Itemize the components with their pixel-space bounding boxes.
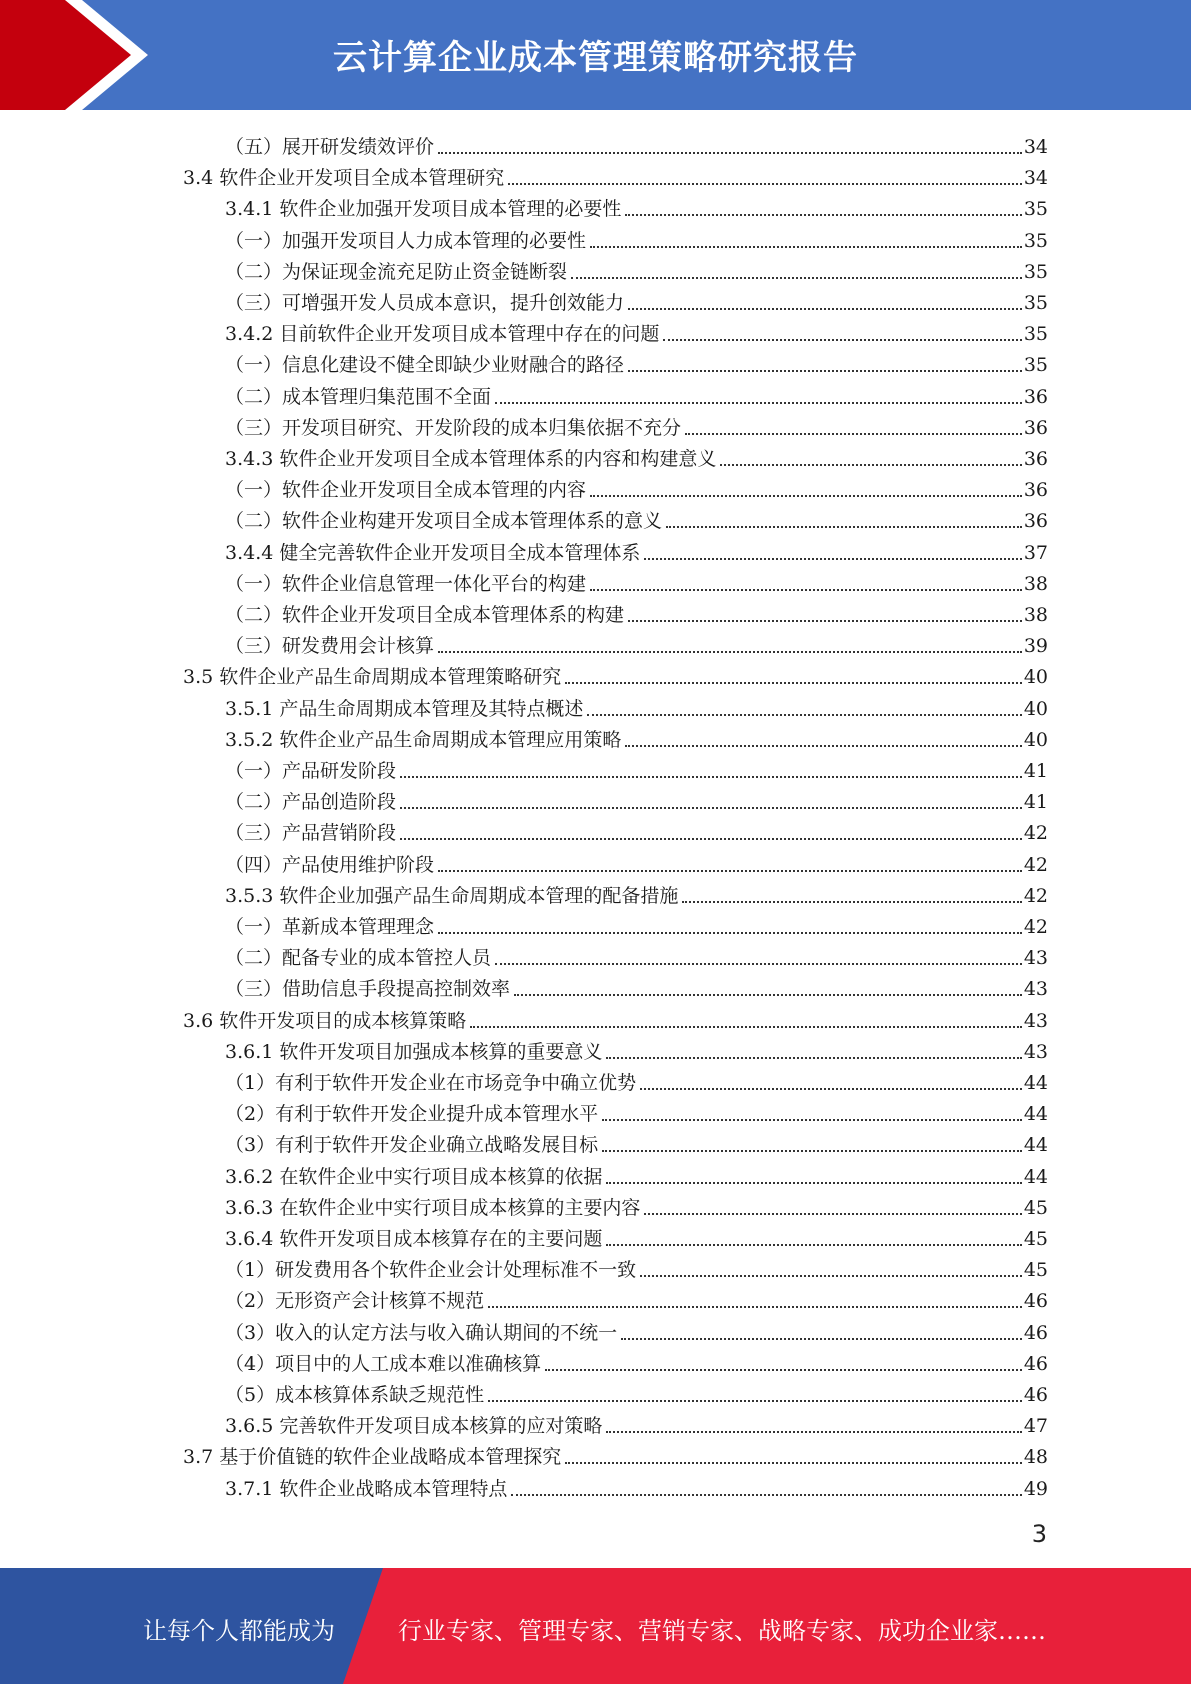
toc-entry-title: （二）产品创造阶段 [225, 791, 397, 814]
toc-entry-page: 44 [1023, 1103, 1048, 1126]
toc-entry-page: 36 [1023, 479, 1048, 502]
toc-entry[interactable] [225, 128, 1048, 159]
toc-dot-leader [628, 353, 1022, 377]
toc-dot-leader [590, 229, 1022, 253]
toc-entry-title: 3.5 软件企业产品生命周期成本管理策略研究 [183, 666, 562, 689]
toc-dot-leader [438, 634, 1022, 658]
toc-entry-title: 3.4.3 软件企业开发项目全成本管理体系的内容和构建意义 [225, 448, 717, 470]
toc-dot-leader [685, 416, 1022, 440]
toc-dot-leader [682, 884, 1021, 908]
toc-entry-page: 40 [1023, 697, 1048, 720]
toc-entry-page: 40 [1023, 728, 1048, 751]
toc-entry-title: （2）无形资产会计核算不规范 [225, 1290, 485, 1313]
toc-entry-page: 38 [1023, 604, 1048, 626]
toc-entry-page: 44 [1023, 1134, 1048, 1157]
toc-entry-title: （3）有利于软件开发企业确立战略发展目标 [225, 1134, 599, 1157]
toc-entry-title: （二）为保证现金流充足防止资金链断裂 [225, 260, 568, 283]
toc-entry-page: 34 [1023, 167, 1048, 190]
toc-entry[interactable] [225, 315, 1048, 346]
toc-entry[interactable] [225, 814, 1048, 845]
toc-entry-page: 44 [1023, 1165, 1048, 1188]
toc-entry[interactable] [225, 846, 1048, 877]
toc-entry-page: 36 [1023, 448, 1048, 470]
toc-entry-title: （3）收入的认定方法与收入确认期间的不统一 [225, 1321, 618, 1344]
toc-entry-page: 35 [1023, 323, 1048, 346]
toc-entry-title: （4）项目中的人工成本难以准确核算 [225, 1352, 542, 1375]
toc-entry-title: （三）开发项目研究、开发阶段的成本归集依据不充分 [225, 416, 682, 439]
toc-entry-page: 46 [1023, 1352, 1048, 1375]
toc-entry-page: 42 [1023, 822, 1048, 845]
toc-entry[interactable] [225, 284, 1048, 315]
toc-entry[interactable] [225, 627, 1048, 658]
toc-dot-leader [590, 478, 1022, 502]
toc-dot-leader [565, 665, 1022, 689]
toc-entry-page: 40 [1023, 666, 1048, 689]
toc-dot-leader [720, 447, 1021, 471]
toc-entry[interactable] [225, 253, 1048, 284]
toc-entry-title: 3.4.1 软件企业加强开发项目成本管理的必要性 [225, 198, 622, 221]
toc-entry-page: 42 [1023, 884, 1048, 907]
toc-dot-leader [606, 1227, 1021, 1251]
toc-entry-title: 3.4 软件企业开发项目全成本管理研究 [183, 167, 505, 190]
toc-entry-page: 36 [1023, 510, 1048, 533]
toc-dot-leader [644, 541, 1021, 565]
toc-entry[interactable] [225, 1220, 1048, 1251]
toc-entry-page: 49 [1023, 1477, 1048, 1500]
toc-entry-page: 45 [1023, 1259, 1048, 1282]
toc-dot-leader [640, 1258, 1022, 1282]
toc-entry-title: 3.7.1 软件企业战略成本管理特点 [225, 1477, 508, 1500]
toc-entry-title: 3.6.4 软件开发项目成本核算存在的主要问题 [225, 1228, 603, 1250]
toc-entry-title: （二）软件企业构建开发项目全成本管理体系的意义 [225, 510, 663, 533]
toc-entry-title: （四）产品使用维护阶段 [225, 853, 435, 876]
toc-entry-title: （一）软件企业信息管理一体化平台的构建 [225, 572, 587, 595]
toc-dot-leader [666, 509, 1022, 533]
toc-dot-leader [628, 603, 1022, 627]
toc-entry[interactable] [225, 1470, 1048, 1501]
footer-slogan-left: 让每个人都能成为 [143, 1617, 335, 1645]
toc-entry[interactable] [225, 1407, 1048, 1438]
toc-dot-leader [602, 1102, 1022, 1126]
toc-entry-page: 35 [1023, 354, 1048, 377]
toc-entry[interactable] [183, 1438, 1048, 1469]
toc-dot-leader [400, 790, 1022, 814]
toc-dot-leader [495, 946, 1022, 970]
toc-entry[interactable] [225, 939, 1048, 970]
toc-entry[interactable] [225, 1282, 1048, 1313]
header-banner [0, 0, 1191, 110]
toc-dot-leader [625, 728, 1021, 752]
toc-entry[interactable] [225, 1158, 1048, 1189]
toc-dot-leader [625, 197, 1021, 221]
toc-dot-leader [644, 1196, 1021, 1220]
toc-entry[interactable] [225, 190, 1048, 221]
toc-entry-title: 3.5.2 软件企业产品生命周期成本管理应用策略 [225, 728, 622, 751]
toc-entry-title: （一）加强开发项目人力成本管理的必要性 [225, 229, 587, 252]
toc-dot-leader [621, 1321, 1022, 1345]
toc-entry-page: 43 [1023, 1040, 1048, 1063]
toc-entry-title: 3.6 软件开发项目的成本核算策略 [183, 1009, 467, 1032]
toc-entry-page: 46 [1023, 1384, 1048, 1406]
toc-entry-title: 3.7 基于价值链的软件企业战略成本管理探究 [183, 1446, 562, 1469]
toc-entry-title: （一）软件企业开发项目全成本管理的内容 [225, 479, 587, 502]
toc-entry-page: 35 [1023, 198, 1048, 221]
toc-dot-leader [663, 322, 1021, 346]
toc-entry-title: （三）借助信息手段提高控制效率 [225, 978, 511, 1001]
toc-entry[interactable] [225, 1033, 1048, 1064]
toc-entry-title: （三）可增强开发人员成本意识，提升创效能力 [225, 292, 625, 314]
toc-entry[interactable] [225, 970, 1048, 1001]
toc-entry[interactable] [225, 534, 1048, 565]
toc-entry-page: 43 [1023, 978, 1048, 1001]
toc-entry[interactable] [225, 596, 1048, 627]
toc-entry-page: 36 [1023, 416, 1048, 439]
toc-entry[interactable] [225, 565, 1048, 596]
toc-entry[interactable] [225, 1189, 1048, 1220]
toc-dot-leader [508, 166, 1022, 190]
toc-entry-page: 42 [1023, 916, 1048, 938]
toc-dot-leader [587, 697, 1021, 721]
toc-entry-title: 3.4.2 目前软件企业开发项目成本管理中存在的问题 [225, 323, 660, 346]
toc-dot-leader [438, 915, 1022, 939]
toc-entry-title: 3.6.1 软件开发项目加强成本核算的重要意义 [225, 1040, 603, 1063]
toc-entry[interactable] [225, 1376, 1048, 1407]
toc-entry-title: 3.6.3 在软件企业中实行项目成本核算的主要内容 [225, 1196, 641, 1219]
toc-entry[interactable] [225, 752, 1048, 783]
toc-entry[interactable] [225, 1126, 1048, 1157]
toc-dot-leader [438, 135, 1022, 159]
toc-entry[interactable] [225, 908, 1048, 939]
toc-entry[interactable] [225, 1095, 1048, 1126]
toc-entry[interactable] [183, 159, 1048, 190]
toc-entry-title: （三）产品营销阶段 [225, 822, 397, 845]
toc-entry[interactable] [225, 877, 1048, 908]
toc-dot-leader [602, 1133, 1022, 1157]
toc-dot-leader [470, 1009, 1022, 1033]
report-title: 云计算企业成本管理策略研究报告 [333, 38, 858, 78]
toc-dot-leader [400, 821, 1022, 845]
toc-entry-title: 3.6.5 完善软件开发项目成本核算的应对策略 [225, 1415, 603, 1438]
toc-entry-title: （二）成本管理归集范围不全面 [225, 385, 492, 408]
toc-entry-title: 3.5.1 产品生命周期成本管理及其特点概述 [225, 697, 584, 720]
toc-dot-leader [545, 1352, 1022, 1376]
toc-entry-page: 41 [1023, 760, 1048, 782]
toc-dot-leader [514, 977, 1022, 1001]
toc-entry-page: 48 [1023, 1446, 1048, 1469]
toc-entry[interactable] [183, 658, 1048, 689]
toc-entry-page: 38 [1023, 572, 1048, 595]
toc-entry[interactable] [225, 721, 1048, 752]
toc-entry-title: （1）研发费用各个软件企业会计处理标准不一致 [225, 1259, 637, 1282]
toc-entry[interactable] [225, 1064, 1048, 1095]
toc-entry-title: （二）配备专业的成本管控人员 [225, 947, 492, 970]
toc-entry-page: 46 [1023, 1290, 1048, 1313]
toc-entry[interactable] [225, 222, 1048, 253]
toc-entry-title: 3.6.2 在软件企业中实行项目成本核算的依据 [225, 1165, 603, 1188]
toc-entry-page: 39 [1023, 635, 1048, 658]
toc-entry[interactable] [183, 1002, 1048, 1033]
toc-entry[interactable] [225, 1345, 1048, 1376]
toc-entry[interactable] [225, 440, 1048, 471]
toc-dot-leader [565, 1445, 1022, 1469]
footer-banner [0, 1568, 1191, 1684]
toc-entry[interactable] [225, 346, 1048, 377]
toc-entry-title: （2）有利于软件开发企业提升成本管理水平 [225, 1103, 599, 1126]
toc-dot-leader [606, 1165, 1021, 1189]
toc-entry-title: 3.5.3 软件企业加强产品生命周期成本管理的配备措施 [225, 884, 679, 907]
toc-entry-page: 35 [1023, 229, 1048, 252]
toc-dot-leader [495, 385, 1022, 409]
toc-entry-page: 41 [1023, 791, 1048, 814]
toc-entry-page: 43 [1023, 1009, 1048, 1032]
toc-entry[interactable] [225, 378, 1048, 409]
toc-entry-page: 43 [1023, 947, 1048, 970]
toc-entry[interactable] [225, 1314, 1048, 1345]
toc-entry-title: （1）有利于软件开发企业在市场竞争中确立优势 [225, 1072, 637, 1094]
toc-dot-leader [606, 1040, 1021, 1064]
toc-entry-title: （五）展开研发绩效评价 [225, 136, 435, 158]
toc-entry[interactable] [225, 502, 1048, 533]
toc-entry-page: 44 [1023, 1072, 1048, 1094]
toc-dot-leader [571, 260, 1022, 284]
toc-entry-title: （5）成本核算体系缺乏规范性 [225, 1384, 485, 1406]
toc-entry-page: 35 [1023, 260, 1048, 283]
toc-entry-page: 46 [1023, 1321, 1048, 1344]
toc-dot-leader [606, 1414, 1021, 1438]
toc-entry-title: （二）软件企业开发项目全成本管理体系的构建 [225, 604, 625, 626]
toc-entry-page: 36 [1023, 385, 1048, 408]
footer-slogan-right: 行业专家、管理专家、营销专家、战略专家、成功企业家…… [398, 1617, 1046, 1645]
toc-dot-leader [590, 572, 1022, 596]
toc-entry-page: 45 [1023, 1228, 1048, 1250]
toc-entry-page: 47 [1023, 1415, 1048, 1438]
toc-entry-page: 34 [1023, 136, 1048, 158]
toc-entry-page: 37 [1023, 541, 1048, 564]
toc-entry-title: （三）研发费用会计核算 [225, 635, 435, 658]
toc-entry[interactable] [225, 783, 1048, 814]
toc-dot-leader [488, 1383, 1022, 1407]
toc-entry-page: 45 [1023, 1196, 1048, 1219]
toc-entry[interactable] [225, 1251, 1048, 1282]
toc-dot-leader [438, 853, 1022, 877]
toc-entry-title: 3.4.4 健全完善软件企业开发项目全成本管理体系 [225, 541, 641, 564]
toc-entry-page: 42 [1023, 853, 1048, 876]
toc-entry[interactable] [225, 471, 1048, 502]
toc-dot-leader [400, 759, 1022, 783]
toc-dot-leader [628, 291, 1022, 315]
toc-entry[interactable] [225, 690, 1048, 721]
toc-entry-title: （一）信息化建设不健全即缺少业财融合的路径 [225, 354, 625, 377]
toc-entry-title: （一）产品研发阶段 [225, 760, 397, 782]
toc-dot-leader [640, 1071, 1022, 1095]
toc-entry-page: 35 [1023, 292, 1048, 314]
toc-dot-leader [488, 1289, 1022, 1313]
toc-entry-title: （一）革新成本管理理念 [225, 916, 435, 938]
toc-dot-leader [511, 1477, 1021, 1501]
page-number: 3 [1031, 1520, 1047, 1548]
toc-entry[interactable] [225, 409, 1048, 440]
